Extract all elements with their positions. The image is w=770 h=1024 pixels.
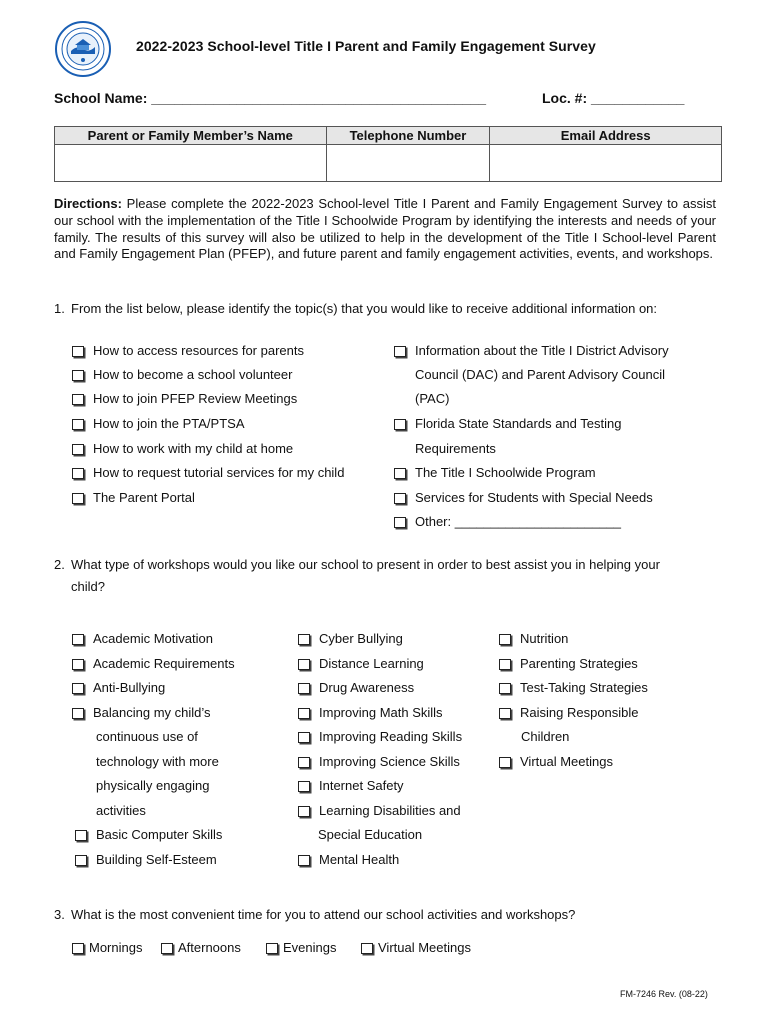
checkbox-icon[interactable] bbox=[72, 370, 84, 381]
q2-option-balancing-cont: technology with more bbox=[96, 754, 219, 769]
checkbox-icon[interactable] bbox=[298, 659, 310, 670]
checkbox-icon[interactable] bbox=[72, 444, 84, 455]
q1-option-florida-standards[interactable]: Florida State Standards and Testing bbox=[394, 416, 621, 432]
question-text: What type of workshops would you like our school to present in order to best assist you in helping your bbox=[71, 557, 660, 572]
school-name-field[interactable]: School Name: ___________________________________________ bbox=[54, 90, 487, 106]
question-1 bbox=[54, 298, 657, 320]
checkbox-icon[interactable] bbox=[72, 683, 84, 694]
directions-paragraph bbox=[54, 196, 716, 263]
directions-label: Directions: bbox=[54, 196, 122, 211]
q1-option-other[interactable]: Other: _______________________ bbox=[394, 514, 621, 530]
q2-option-math[interactable]: Improving Math Skills bbox=[298, 705, 443, 721]
q2-option-anti-bullying[interactable]: Anti-Bullying bbox=[72, 680, 165, 696]
q2-option-nutrition[interactable]: Nutrition bbox=[499, 631, 568, 647]
checkbox-icon[interactable] bbox=[394, 346, 406, 357]
checkbox-icon[interactable] bbox=[75, 855, 87, 866]
checkbox-icon[interactable] bbox=[161, 943, 173, 954]
contact-info-table bbox=[54, 126, 722, 182]
q1-option-parent-portal[interactable]: The Parent Portal bbox=[72, 490, 195, 506]
directions-text: Please complete the 2022-2023 School-level Title I Parent and Family Engagement Survey to assist our school with the implementation of the Title I Schoolwide Program by identifying the interests and needs of your family. The results of this survey will also be utilized to help in the development of the Title I School-level Parent and Family Engagement Plan (PFEP), and future parent and family engagement activities, events, and workshops. bbox=[54, 196, 716, 262]
telephone-column-header: Telephone Number bbox=[326, 127, 490, 145]
checkbox-icon[interactable] bbox=[72, 493, 84, 504]
q2-option-test-taking[interactable]: Test-Taking Strategies bbox=[499, 680, 648, 696]
checkbox-icon[interactable] bbox=[298, 806, 310, 817]
q2-option-mental-health[interactable]: Mental Health bbox=[298, 852, 399, 868]
q1-option-special-needs[interactable]: Services for Students with Special Needs bbox=[394, 490, 653, 506]
q1-option-resources[interactable]: How to access resources for parents bbox=[72, 343, 304, 359]
question-3 bbox=[54, 904, 575, 926]
q1-option-volunteer[interactable]: How to become a school volunteer bbox=[72, 367, 292, 383]
name-input-cell[interactable] bbox=[55, 145, 327, 182]
checkbox-icon[interactable] bbox=[266, 943, 278, 954]
checkbox-icon[interactable] bbox=[499, 708, 511, 719]
q2-option-basic-computer[interactable]: Basic Computer Skills bbox=[75, 827, 222, 843]
checkbox-icon[interactable] bbox=[361, 943, 373, 954]
checkbox-icon[interactable] bbox=[499, 757, 511, 768]
checkbox-icon[interactable] bbox=[499, 634, 511, 645]
q2-option-self-esteem[interactable]: Building Self-Esteem bbox=[75, 852, 217, 868]
checkbox-icon[interactable] bbox=[499, 659, 511, 670]
q2-option-learning-disabilities-cont: Special Education bbox=[318, 827, 423, 842]
question-2 bbox=[54, 554, 660, 598]
checkbox-icon[interactable] bbox=[72, 634, 84, 645]
q2-option-distance-learning[interactable]: Distance Learning bbox=[298, 656, 424, 672]
question-number: 3. bbox=[54, 907, 65, 922]
checkbox-icon[interactable] bbox=[394, 419, 406, 430]
checkbox-icon[interactable] bbox=[72, 943, 84, 954]
q2-option-balancing[interactable]: Balancing my child’s bbox=[72, 705, 211, 721]
question-text-cont: child? bbox=[71, 579, 105, 594]
checkbox-icon[interactable] bbox=[75, 830, 87, 841]
checkbox-icon[interactable] bbox=[72, 346, 84, 357]
q3-option-mornings[interactable]: Mornings bbox=[72, 940, 142, 956]
q2-option-raising-cont: Children bbox=[521, 729, 570, 744]
q2-option-academic-requirements[interactable]: Academic Requirements bbox=[72, 656, 235, 672]
q2-option-learning-disabilities[interactable]: Learning Disabilities and bbox=[298, 803, 461, 819]
q3-option-afternoons[interactable]: Afternoons bbox=[161, 940, 241, 956]
email-input-cell[interactable] bbox=[490, 145, 722, 182]
page-title: 2022-2023 School-level Title I Parent and Family Engagement Survey bbox=[136, 38, 596, 54]
checkbox-icon[interactable] bbox=[72, 468, 84, 479]
q2-option-virtual-meetings[interactable]: Virtual Meetings bbox=[499, 754, 613, 770]
question-number: 1. bbox=[54, 301, 65, 316]
location-number-field[interactable]: Loc. #: ____________ bbox=[542, 90, 685, 106]
q2-option-balancing-cont: continuous use of bbox=[96, 729, 198, 744]
table-row bbox=[55, 145, 722, 182]
q3-option-virtual-meetings[interactable]: Virtual Meetings bbox=[361, 940, 471, 956]
q2-option-cyber-bullying[interactable]: Cyber Bullying bbox=[298, 631, 403, 647]
question-text: From the list below, please identify the topic(s) that you would like to receive additional information on: bbox=[71, 301, 658, 316]
checkbox-icon[interactable] bbox=[394, 517, 406, 528]
q1-option-florida-cont: Requirements bbox=[415, 441, 496, 456]
q2-option-raising-responsible[interactable]: Raising Responsible bbox=[499, 705, 639, 721]
checkbox-icon[interactable] bbox=[72, 394, 84, 405]
checkbox-icon[interactable] bbox=[298, 708, 310, 719]
checkbox-icon[interactable] bbox=[298, 757, 310, 768]
telephone-input-cell[interactable] bbox=[326, 145, 490, 182]
checkbox-icon[interactable] bbox=[72, 419, 84, 430]
email-column-header: Email Address bbox=[490, 127, 722, 145]
q1-option-schoolwide[interactable]: The Title I Schoolwide Program bbox=[394, 465, 596, 481]
q3-option-evenings[interactable]: Evenings bbox=[266, 940, 336, 956]
school-district-seal-icon bbox=[55, 21, 111, 77]
q1-option-tutorial[interactable]: How to request tutorial services for my child bbox=[72, 465, 344, 481]
q1-option-work-at-home[interactable]: How to work with my child at home bbox=[72, 441, 293, 457]
checkbox-icon[interactable] bbox=[394, 468, 406, 479]
checkbox-icon[interactable] bbox=[72, 659, 84, 670]
q2-option-parenting[interactable]: Parenting Strategies bbox=[499, 656, 638, 672]
question-number: 2. bbox=[54, 557, 65, 572]
name-column-header: Parent or Family Member’s Name bbox=[55, 127, 327, 145]
question-text: What is the most convenient time for you to attend our school activities and workshops? bbox=[71, 907, 576, 922]
form-number: FM-7246 Rev. (08-22) bbox=[620, 989, 708, 999]
q1-option-pta[interactable]: How to join the PTA/PTSA bbox=[72, 416, 245, 432]
checkbox-icon[interactable] bbox=[394, 493, 406, 504]
checkbox-icon[interactable] bbox=[72, 708, 84, 719]
q2-option-science[interactable]: Improving Science Skills bbox=[298, 754, 460, 770]
q2-option-balancing-cont: activities bbox=[96, 803, 146, 818]
checkbox-icon[interactable] bbox=[298, 732, 310, 743]
checkbox-icon[interactable] bbox=[298, 683, 310, 694]
checkbox-icon[interactable] bbox=[499, 683, 511, 694]
q2-option-reading[interactable]: Improving Reading Skills bbox=[298, 729, 462, 745]
q2-option-academic-motivation[interactable]: Academic Motivation bbox=[72, 631, 213, 647]
table-header-row bbox=[55, 127, 722, 145]
q2-option-drug-awareness[interactable]: Drug Awareness bbox=[298, 680, 414, 696]
q1-option-dac-cont: Council (DAC) and Parent Advisory Council bbox=[415, 367, 665, 382]
checkbox-icon[interactable] bbox=[298, 855, 310, 866]
q1-option-dac[interactable]: Information about the Title I District Advisory bbox=[394, 343, 669, 359]
q2-option-balancing-cont: physically engaging bbox=[96, 778, 210, 793]
q1-option-dac-cont: (PAC) bbox=[415, 391, 450, 406]
checkbox-icon[interactable] bbox=[298, 781, 310, 792]
checkbox-icon[interactable] bbox=[298, 634, 310, 645]
q1-option-pfep[interactable]: How to join PFEP Review Meetings bbox=[72, 391, 297, 407]
q2-option-internet-safety[interactable]: Internet Safety bbox=[298, 778, 404, 794]
